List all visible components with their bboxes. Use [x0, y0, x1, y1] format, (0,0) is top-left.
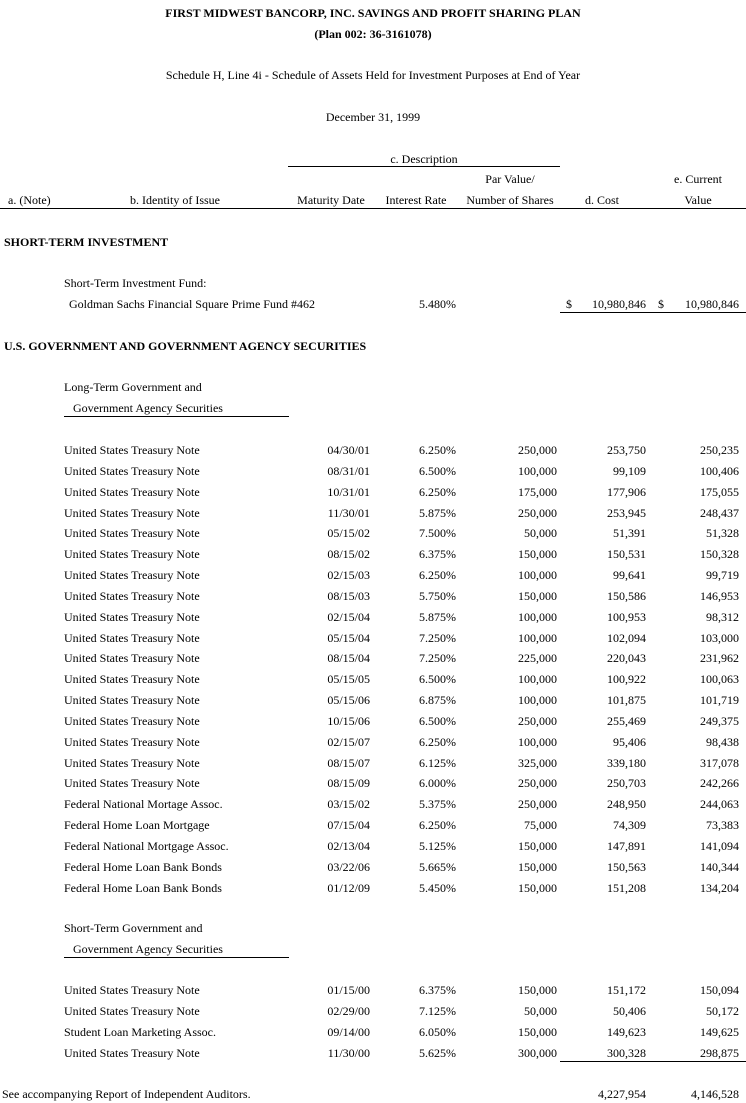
current-value: 317,078 — [700, 755, 739, 770]
cost: 51,391 — [613, 526, 646, 541]
cost: 220,043 — [607, 651, 646, 666]
issue-name: Federal Home Loan Bank Bonds — [64, 880, 222, 895]
maturity-date: 02/29/00 — [327, 1003, 370, 1018]
par-value: 100,000 — [518, 672, 557, 687]
issue-name: United States Treasury Note — [64, 776, 200, 791]
maturity-date: 09/14/00 — [327, 1024, 370, 1039]
par-value: 150,000 — [518, 547, 557, 562]
interest-rate: 6.375% — [419, 547, 456, 562]
interest-rate: 5.375% — [419, 797, 456, 812]
maturity-date: 04/30/01 — [327, 443, 370, 457]
us-gov-heading: U.S. GOVERNMENT AND GOVERNMENT AGENCY SECURITIES — [4, 339, 367, 353]
par-value: 100,000 — [518, 609, 557, 624]
issue-name: Federal Home Loan Mortgage — [64, 818, 210, 833]
cost-header: d. Cost — [584, 193, 619, 207]
current-value: 140,344 — [700, 859, 739, 874]
cost: 100,922 — [607, 672, 646, 687]
current-value: 298,875 — [700, 1045, 739, 1060]
interest-rate: 6.250% — [419, 443, 456, 457]
maturity-header: Maturity Date — [297, 193, 365, 207]
par-value: 100,000 — [518, 734, 557, 749]
maturity-date: 08/31/01 — [327, 463, 370, 478]
issue-name: United States Treasury Note — [64, 443, 200, 457]
issue-name: United States Treasury Note — [64, 693, 200, 708]
current-value: 175,055 — [700, 484, 739, 499]
current-value: 244,063 — [700, 797, 739, 812]
issue-name: United States Treasury Note — [64, 547, 200, 562]
issue-name: United States Treasury Note — [64, 568, 200, 583]
par-value: 250,000 — [518, 797, 557, 812]
cost: 151,172 — [607, 983, 646, 997]
cost: 150,586 — [607, 588, 646, 603]
short-term-heading: SHORT-TERM INVESTMENT — [4, 235, 169, 249]
current-value: 101,719 — [700, 693, 739, 708]
par-value: 150,000 — [518, 859, 557, 874]
issue-name: United States Treasury Note — [64, 526, 200, 541]
cost: 74,309 — [613, 818, 646, 833]
report-date: December 31, 1999 — [325, 110, 421, 124]
maturity-date: 11/30/01 — [327, 505, 370, 520]
identity-header: b. Identity of Issue — [130, 193, 220, 207]
par-value: 75,000 — [524, 818, 557, 833]
maturity-date: 02/15/03 — [327, 568, 370, 583]
maturity-date: 05/15/04 — [327, 630, 370, 645]
current-value: 100,406 — [700, 463, 739, 478]
interest-rate: 6.250% — [419, 568, 456, 583]
maturity-date: 03/15/02 — [327, 797, 370, 812]
interest-rate: 6.000% — [419, 776, 456, 791]
current-value: 99,719 — [706, 568, 739, 583]
current-value: 250,235 — [700, 443, 739, 457]
issue-name: United States Treasury Note — [64, 755, 200, 770]
current-value: 50,172 — [706, 1003, 739, 1018]
maturity-date: 02/13/04 — [327, 838, 370, 853]
cost: 177,906 — [607, 484, 646, 499]
short-term-fund-name: Goldman Sachs Financial Square Prime Fund #462 — [69, 297, 315, 311]
value-dollar-sign: $ — [658, 297, 664, 311]
issue-name: United States Treasury Note — [64, 630, 200, 645]
maturity-date: 08/15/07 — [327, 755, 370, 770]
interest-rate: 5.750% — [419, 588, 456, 603]
interest-rate: 6.500% — [419, 672, 456, 687]
current-value: 146,953 — [700, 588, 739, 603]
maturity-date: 05/15/02 — [327, 526, 370, 541]
par-value: 250,000 — [518, 505, 557, 520]
issue-name: Federal Home Loan Bank Bonds — [64, 859, 222, 874]
interest-rate: 5.125% — [419, 838, 456, 853]
short-term-fund-value: 10,980,846 — [685, 297, 739, 311]
current-value: 51,328 — [706, 526, 739, 541]
maturity-date: 02/15/07 — [327, 734, 370, 749]
interest-rate: 5.665% — [419, 859, 456, 874]
cost: 99,641 — [613, 568, 646, 583]
par-value: 100,000 — [518, 693, 557, 708]
current-value: 242,266 — [700, 776, 739, 791]
cost: 50,406 — [613, 1003, 646, 1018]
maturity-date: 08/15/03 — [327, 588, 370, 603]
current-value: 150,328 — [700, 547, 739, 562]
current-value: 249,375 — [700, 713, 739, 728]
maturity-date: 03/22/06 — [327, 859, 370, 874]
cost: 250,703 — [607, 776, 646, 791]
issue-name: United States Treasury Note — [64, 463, 200, 478]
issue-name: United States Treasury Note — [64, 734, 200, 749]
interest-rate: 7.250% — [419, 630, 456, 645]
cost: 147,891 — [607, 838, 646, 853]
long-term-subheading-1: Long-Term Government and — [64, 380, 202, 394]
short-term-gov-subheading-2: Government Agency Securities — [73, 942, 223, 956]
issue-name: United States Treasury Note — [64, 588, 200, 603]
interest-rate: 5.875% — [419, 505, 456, 520]
current-value: 103,000 — [700, 630, 739, 645]
cost: 149,623 — [607, 1024, 646, 1039]
cost: 150,531 — [607, 547, 646, 562]
current-value: 98,438 — [706, 734, 739, 749]
gov-total-rule — [560, 1061, 746, 1062]
cost: 253,750 — [607, 443, 646, 457]
cost: 99,109 — [613, 463, 646, 478]
interest-rate: 6.125% — [419, 755, 456, 770]
maturity-date: 08/15/09 — [327, 776, 370, 791]
maturity-date: 05/15/05 — [327, 672, 370, 687]
interest-rate: 5.875% — [419, 609, 456, 624]
par-value: 100,000 — [518, 568, 557, 583]
maturity-date: 02/15/04 — [327, 609, 370, 624]
issue-name: United States Treasury Note — [64, 1003, 200, 1018]
maturity-date: 11/30/00 — [327, 1045, 370, 1060]
interest-rate: 6.250% — [419, 818, 456, 833]
interest-rate: 6.050% — [419, 1024, 456, 1039]
current-value: 149,625 — [700, 1024, 739, 1039]
short-term-total-rule — [560, 312, 746, 313]
issue-name: Federal National Mortage Assoc. — [64, 797, 223, 812]
par-value: 250,000 — [518, 776, 557, 791]
current-value: 141,094 — [700, 838, 739, 853]
current-value: 73,383 — [706, 818, 739, 833]
cost: 95,406 — [613, 734, 646, 749]
interest-rate: 7.500% — [419, 526, 456, 541]
issue-name: United States Treasury Note — [64, 609, 200, 624]
short-term-fund-rate: 5.480% — [419, 297, 456, 311]
schedule-title: Schedule H, Line 4i - Schedule of Assets Held for Investment Purposes at End of Year — [165, 68, 581, 82]
par-value: 100,000 — [518, 630, 557, 645]
issue-name: United States Treasury Note — [64, 672, 200, 687]
par-value: 175,000 — [518, 484, 557, 499]
short-term-fund-cost: 10,980,846 — [592, 297, 646, 311]
par-value: 325,000 — [518, 755, 557, 770]
note-header: a. (Note) — [8, 193, 51, 207]
issue-name: United States Treasury Note — [64, 505, 200, 520]
current-value: 98,312 — [706, 609, 739, 624]
issue-name: United States Treasury Note — [64, 713, 200, 728]
cost: 253,945 — [607, 505, 646, 520]
interest-header: Interest Rate — [385, 193, 447, 207]
current-value: 248,437 — [700, 505, 739, 520]
par-value: 250,000 — [518, 713, 557, 728]
cost: 150,563 — [607, 859, 646, 874]
issue-name: United States Treasury Note — [64, 1045, 200, 1060]
current-value: 100,063 — [700, 672, 739, 687]
interest-rate: 6.875% — [419, 693, 456, 708]
long-term-subheading-2: Government Agency Securities — [73, 401, 223, 415]
current-header-line1: e. Current — [674, 172, 722, 186]
maturity-date: 05/15/06 — [327, 693, 370, 708]
par-header-line2: Number of Shares — [466, 193, 554, 207]
maturity-date: 10/15/06 — [327, 713, 370, 728]
par-value: 300,000 — [518, 1045, 557, 1060]
description-underline — [288, 166, 560, 167]
par-value: 150,000 — [518, 983, 557, 997]
interest-rate: 6.375% — [419, 983, 456, 997]
interest-rate: 7.125% — [419, 1003, 456, 1018]
interest-rate: 5.625% — [419, 1045, 456, 1060]
par-value: 250,000 — [518, 443, 557, 457]
interest-rate: 5.450% — [419, 880, 456, 895]
maturity-date: 07/15/04 — [327, 818, 370, 833]
interest-rate: 7.250% — [419, 651, 456, 666]
par-value: 225,000 — [518, 651, 557, 666]
cost: 300,328 — [607, 1045, 646, 1060]
issue-name: United States Treasury Note — [64, 484, 200, 499]
current-value: 134,204 — [700, 880, 739, 895]
maturity-date: 01/12/09 — [327, 880, 370, 895]
maturity-date: 01/15/00 — [327, 983, 370, 997]
long-term-subheading-underline — [64, 416, 289, 417]
cost: 339,180 — [607, 755, 646, 770]
par-value: 100,000 — [518, 463, 557, 478]
short-term-gov-subheading-underline — [64, 957, 289, 958]
par-value: 150,000 — [518, 588, 557, 603]
description-group-header: c. Description — [390, 152, 458, 166]
par-value: 150,000 — [518, 1024, 557, 1039]
par-value: 50,000 — [524, 526, 557, 541]
header-rule — [0, 208, 746, 209]
plan-number: (Plan 002: 36-3161078) — [314, 27, 432, 41]
maturity-date: 08/15/02 — [327, 547, 370, 562]
interest-rate: 6.250% — [419, 734, 456, 749]
total-value: 4,146,528 — [691, 1087, 739, 1101]
issue-name: Student Loan Marketing Assoc. — [64, 1024, 216, 1039]
maturity-date: 10/31/01 — [327, 484, 370, 499]
cost: 102,094 — [607, 630, 646, 645]
par-value: 150,000 — [518, 838, 557, 853]
document-title: FIRST MIDWEST BANCORP, INC. SAVINGS AND PROFIT SHARING PLAN — [165, 6, 581, 20]
issue-name: United States Treasury Note — [64, 983, 200, 997]
issue-name: United States Treasury Note — [64, 651, 200, 666]
par-value: 150,000 — [518, 880, 557, 895]
cost-dollar-sign: $ — [566, 297, 572, 311]
issue-name: Federal National Mortgage Assoc. — [64, 838, 229, 853]
total-cost: 4,227,954 — [598, 1087, 646, 1101]
short-term-subheading: Short-Term Investment Fund: — [64, 276, 207, 290]
current-value: 231,962 — [700, 651, 739, 666]
short-term-gov-subheading-1: Short-Term Government and — [64, 921, 203, 935]
par-header-line1: Par Value/ — [485, 172, 535, 186]
interest-rate: 6.500% — [419, 713, 456, 728]
cost: 100,953 — [607, 609, 646, 624]
interest-rate: 6.500% — [419, 463, 456, 478]
par-value: 50,000 — [524, 1003, 557, 1018]
maturity-date: 08/15/04 — [327, 651, 370, 666]
footer-note: See accompanying Report of Independent Auditors. — [2, 1087, 251, 1101]
cost: 248,950 — [607, 797, 646, 812]
current-value: 150,094 — [700, 983, 739, 997]
current-header-line2: Value — [684, 193, 712, 207]
cost: 101,875 — [607, 693, 646, 708]
cost: 255,469 — [607, 713, 646, 728]
cost: 151,208 — [607, 880, 646, 895]
interest-rate: 6.250% — [419, 484, 456, 499]
